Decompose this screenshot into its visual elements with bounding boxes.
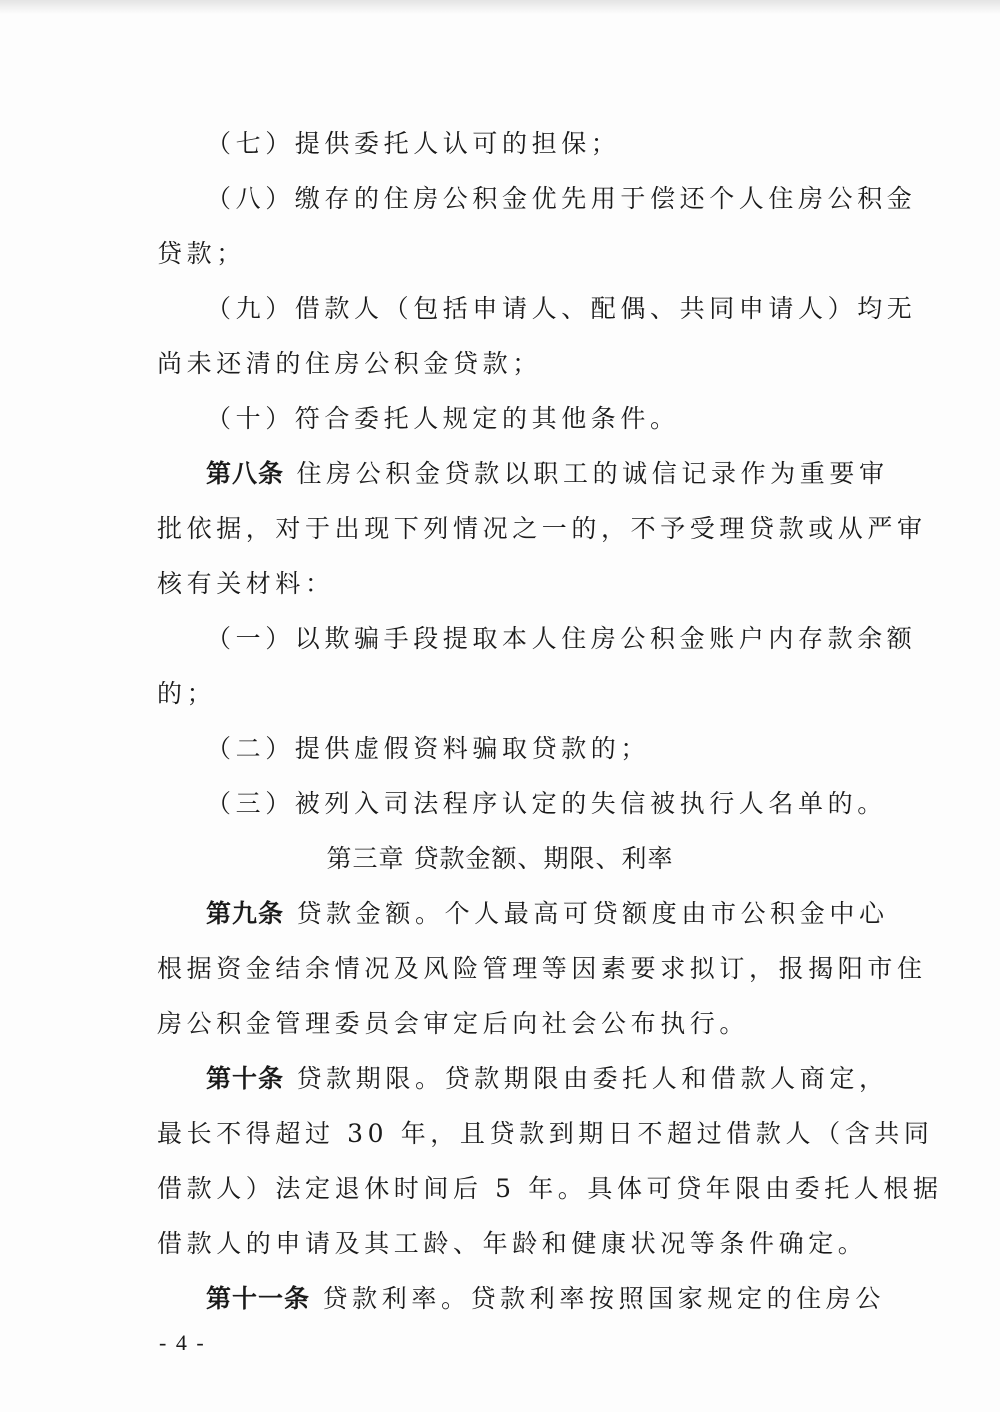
article-label: 第八条 xyxy=(206,459,285,488)
article-text: 住房公积金贷款以职工的诚信记录作为重要审 xyxy=(284,459,889,488)
article-label: 第十一条 xyxy=(206,1284,311,1313)
paragraph-line: 尚未还清的住房公积金贷款； xyxy=(157,349,542,378)
article-text: 贷款金额。个人最高可贷额度由市公积金中心 xyxy=(284,899,889,928)
paragraph-line: （一）以欺骗手段提取本人住房公积金账户内存款余额 xyxy=(206,624,917,653)
paragraph-line: 贷款； xyxy=(157,239,246,268)
paragraph-line: 批依据，对于出现下列情况之一的，不予受理贷款或从严审 xyxy=(157,514,927,543)
article-10-line xyxy=(206,1063,889,1095)
paragraph-line: 的； xyxy=(157,679,217,708)
article-text: 贷款利率。贷款利率按照国家规定的住房公 xyxy=(310,1284,885,1313)
scan-edge-shadow xyxy=(0,0,1000,14)
paragraph-line: （十）符合委托人规定的其他条件。 xyxy=(206,404,680,433)
paragraph-line: 借款人）法定退休时间后 5 年。具体可贷年限由委托人根据 xyxy=(157,1174,943,1203)
article-11-line xyxy=(206,1283,885,1315)
article-label: 第九条 xyxy=(206,899,285,928)
paragraph-line: （九）借款人（包括申请人、配偶、共同申请人）均无 xyxy=(206,294,917,323)
paragraph-line: （二）提供虚假资料骗取贷款的； xyxy=(206,734,651,763)
paragraph-line: （八）缴存的住房公积金优先用于偿还个人住房公积金 xyxy=(206,184,917,213)
paragraph-line: 根据资金结余情况及风险管理等因素要求拟订，报揭阳市住 xyxy=(157,954,927,983)
article-label: 第十条 xyxy=(206,1064,285,1093)
article-8-line xyxy=(206,458,889,490)
article-text: 贷款期限。贷款期限由委托人和借款人商定， xyxy=(284,1064,889,1093)
article-9-line xyxy=(206,898,889,930)
paragraph-line: （三）被列入司法程序认定的失信被执行人名单的。 xyxy=(206,789,887,818)
paragraph-line: 核有关材料： xyxy=(157,569,335,598)
paragraph-line: 房公积金管理委员会审定后向社会公布执行。 xyxy=(157,1009,750,1038)
paragraph-line: 借款人的申请及其工龄、年龄和健康状况等条件确定。 xyxy=(157,1229,868,1258)
paragraph-line: （七）提供委托人认可的担保； xyxy=(206,129,621,158)
chapter-heading: 第三章 贷款金额、期限、利率 xyxy=(326,844,674,873)
page-number: - 4 - xyxy=(159,1330,206,1355)
paragraph-line: 最长不得超过 30 年，且贷款到期日不超过借款人（含共同 xyxy=(157,1119,934,1148)
